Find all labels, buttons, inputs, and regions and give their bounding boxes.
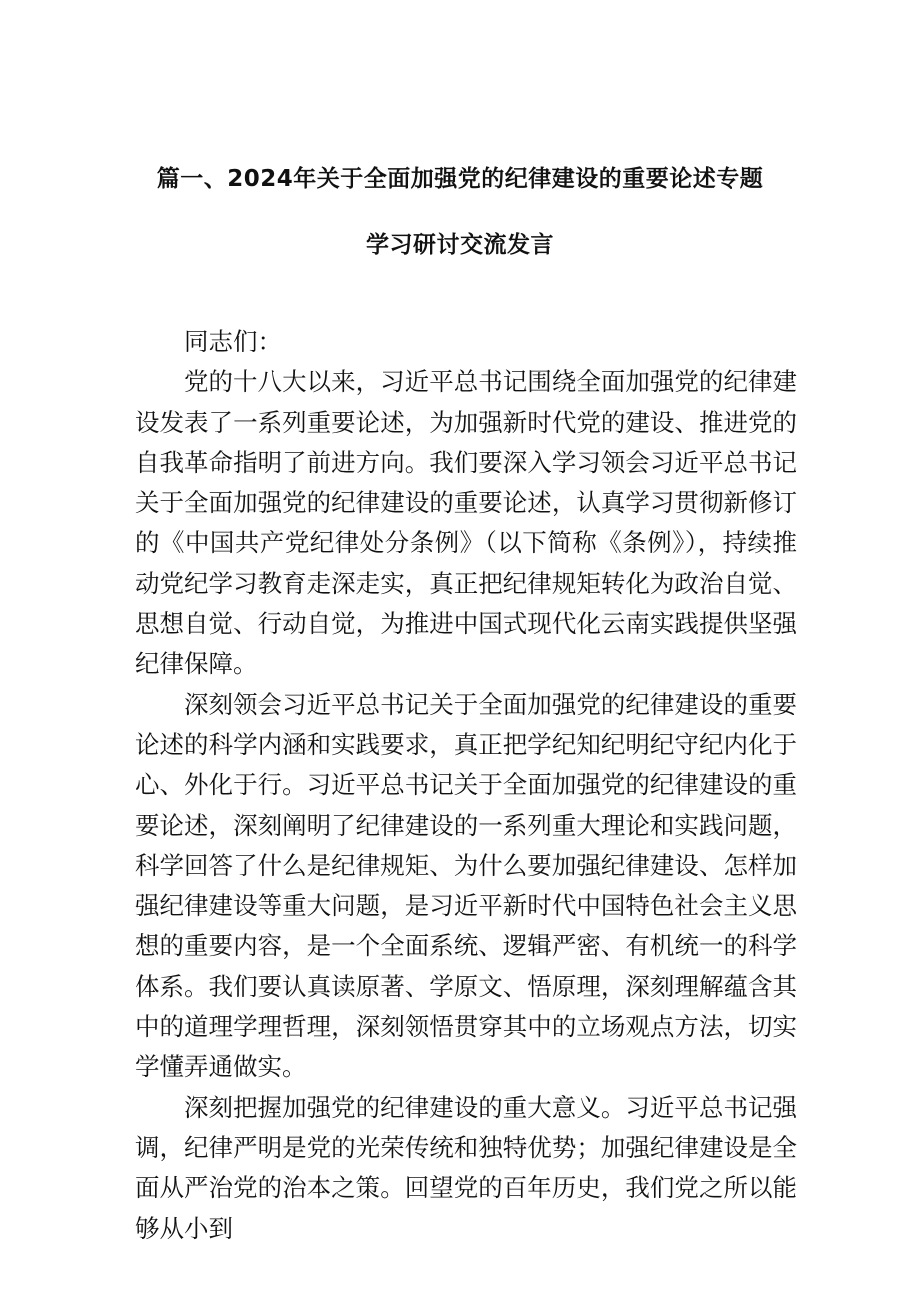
greeting: 同志们： [184, 327, 282, 356]
paragraph-3: 深刻把握加强党的纪律建设的重大意义。习近平总书记强调，纪律严明是党的光荣传统和独特优势；加强纪律建设是全面从严治党的治本之策。回望党的百年历史，我们党之所以能够从小到 [135, 1092, 797, 1243]
document-title-line-1: 篇一、2024年关于全面加强党的纪律建设的重要论述专题 [156, 166, 764, 192]
paragraph-2: 深刻领会习近平总书记关于全面加强党的纪律建设的重要论述的科学内涵和实践要求，真正把学纪知纪明纪守纪内化于心、外化于行。习近平总书记关于全面加强党的纪律建设的重要论述，深刻阐明了纪律建设的一系列重大理论和实践问题，科学回答了什么是纪律规矩、为什么要加强纪律建设、怎样加强纪律建设等重大问题，是习近平新时代中国特色社会主义思想的重要内容，是一个全面系统、逻辑严密、有机统一的科学体系。我们要认真读原著、学原文、悟原理，深刻理解蕴含其中的道理学理哲理，深刻领悟贯穿其中的立场观点方法，切实学懂弄通做实。 [135, 689, 797, 1082]
document-body [135, 322, 797, 1249]
document-title-line-2: 学习研讨交流发言 [366, 232, 554, 258]
paragraph-1: 党的十八大以来，习近平总书记围绕全面加强党的纪律建设发表了一系列重要论述，为加强新时代党的建设、推进党的自我革命指明了前进方向。我们要深入学习领会习近平总书记关于全面加强党的纪律建设的重要论述，认真学习贯彻新修订的《中国共产党纪律处分条例》（以下简称《条例》），持续推动党纪学习教育走深走实，真正把纪律规矩转化为政治自觉、思想自觉、行动自觉，为推进中国式现代化云南实践提供坚强纪律保障。 [135, 367, 797, 679]
